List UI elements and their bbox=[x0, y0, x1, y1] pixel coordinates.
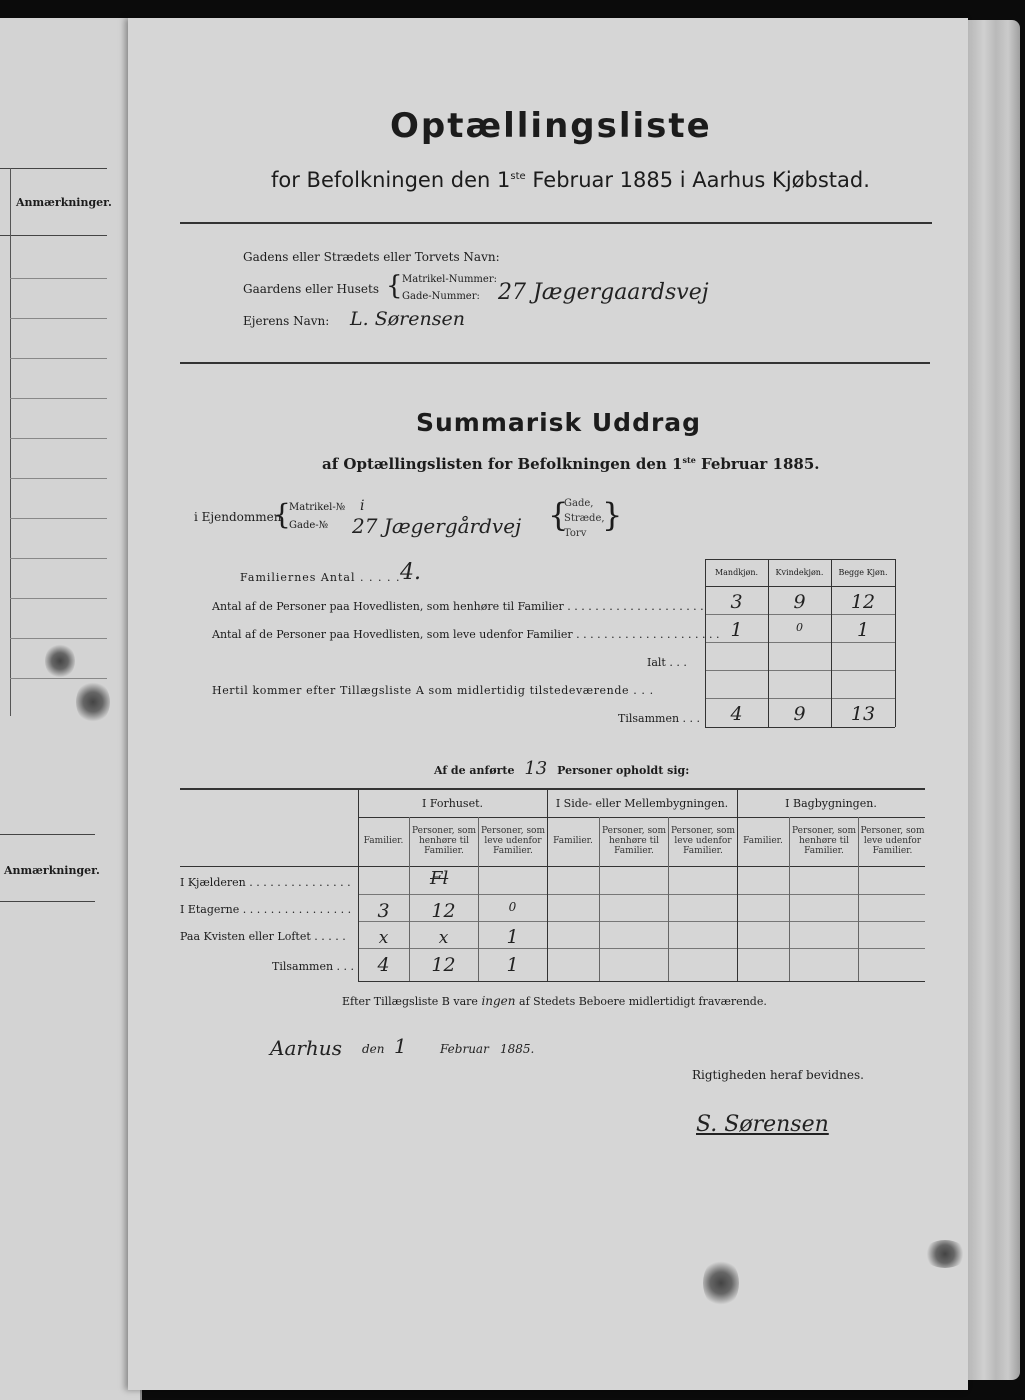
location-row-label: Paa Kvisten eller Loftet . . . . . bbox=[180, 930, 346, 943]
location-table bbox=[180, 788, 925, 983]
subcol-personer-udenfor: Personer, som leve udenfor Familier. bbox=[860, 826, 925, 856]
page-edges bbox=[960, 20, 1020, 1380]
owner-label: Ejerens Navn: bbox=[243, 314, 330, 328]
col-begge: Begge Kjøn. bbox=[838, 568, 888, 577]
summary-row-label: Tilsammen . . . bbox=[618, 712, 701, 725]
summary-table bbox=[705, 559, 895, 729]
subcol-familier: Familier. bbox=[363, 836, 404, 846]
divider bbox=[180, 222, 932, 224]
matrikel-number-label: Matrikel-Nummer: bbox=[402, 274, 497, 285]
subcol-familier: Familier. bbox=[553, 836, 593, 846]
main-page bbox=[128, 18, 968, 1390]
summary-row-label: Antal af de Personer paa Hovedlisten, som henhøre til Familier . . . . . . . . . . . . . . . . . . . . bbox=[212, 600, 704, 613]
subcol-personer-henhore: Personer, som henhøre til Familier. bbox=[601, 826, 667, 856]
summary-subtitle: af Optællingslisten for Befolkningen den 1ste Februar 1885. bbox=[322, 455, 820, 473]
location-cell: 4 bbox=[377, 954, 390, 976]
type-option-straede: Stræde, bbox=[564, 513, 605, 524]
summary-matrikel-label: Matrikel-№ bbox=[289, 502, 346, 513]
location-cell: 1 bbox=[506, 954, 519, 976]
location-cell: 1 bbox=[506, 926, 519, 948]
location-cell: x bbox=[438, 928, 449, 948]
gade-number-label: Gade-Nummer: bbox=[402, 291, 480, 302]
subcol-familier: Familier. bbox=[743, 836, 783, 846]
col-kvindekjon: Kvindekjøn. bbox=[775, 568, 824, 577]
type-option-gade: Gade, bbox=[564, 498, 594, 509]
location-row-label: Tilsammen . . . bbox=[272, 960, 355, 973]
property-label: i Ejendommen bbox=[194, 510, 282, 524]
date-year: 1885. bbox=[500, 1042, 535, 1056]
location-cell: 12 bbox=[431, 900, 456, 922]
location-cell: 3 bbox=[377, 900, 390, 922]
families-value: 4. bbox=[400, 560, 421, 585]
ink-smudge bbox=[703, 1258, 739, 1308]
summary-gade-label: Gade-№ bbox=[289, 520, 329, 531]
date-month: Februar bbox=[440, 1042, 489, 1056]
type-option-torv: Torv bbox=[564, 528, 587, 539]
date-den: den bbox=[362, 1042, 385, 1056]
page-subtitle: for Befolkningen den 1ste Februar 1885 i Aarhus Kjøbstad. bbox=[271, 168, 870, 192]
summary-title: Summarisk Uddrag bbox=[416, 408, 702, 437]
type-brace-left: { bbox=[548, 496, 569, 534]
summary-cell: 9 bbox=[793, 591, 806, 613]
group-forhuset: I Forhuset. bbox=[422, 797, 483, 810]
summary-row-label: Ialt . . . bbox=[647, 656, 687, 669]
owner-value: L. Sørensen bbox=[350, 308, 465, 330]
house-label: Gaardens eller Husets bbox=[243, 282, 379, 296]
date-place: Aarhus bbox=[270, 1036, 342, 1060]
location-cell: x bbox=[378, 928, 389, 948]
kjaelder-strike: Fl bbox=[430, 868, 449, 889]
subcol-personer-udenfor: Personer, som leve udenfor Familier. bbox=[480, 826, 546, 856]
ink-smudge bbox=[76, 680, 110, 724]
summary-cell: 13 bbox=[850, 703, 876, 725]
divider bbox=[180, 362, 930, 364]
ink-smudge bbox=[923, 1240, 967, 1268]
summary-cell: 1 bbox=[856, 619, 870, 641]
families-label: Familiernes Antal . . . . . bbox=[240, 571, 401, 584]
summary-cell: 4 bbox=[730, 703, 743, 725]
summary-cell: 9 bbox=[793, 703, 806, 725]
location-row-label: I Kjælderen . . . . . . . . . . . . . . . bbox=[180, 876, 351, 889]
ink-smudge bbox=[45, 643, 75, 679]
gade-number-value: 27 Jægergaardsvej bbox=[498, 280, 709, 305]
summary-matrikel-value: i bbox=[360, 498, 365, 514]
group-sidebygning: I Side- eller Mellembygningen. bbox=[555, 797, 729, 810]
subcol-personer-henhore: Personer, som henhøre til Familier. bbox=[411, 826, 477, 856]
signature: S. Sørensen bbox=[696, 1112, 829, 1137]
left-header-2: Anmærkninger. bbox=[4, 864, 100, 877]
location-heading: Af de anførte 13 Personer opholdt sig: bbox=[434, 758, 690, 779]
summary-row-label: Antal af de Personer paa Hovedlisten, som leve udenfor Familier . . . . . . . . . . . . . . . . . . . . . bbox=[212, 628, 720, 641]
location-cell: 0 bbox=[508, 900, 517, 914]
left-header-1: Anmærkninger. bbox=[16, 196, 112, 209]
location-cell: 12 bbox=[431, 954, 456, 976]
col-mandkjon: Mandkjøn. bbox=[714, 568, 759, 577]
summary-gade-value: 27 Jægergårdvej bbox=[352, 514, 522, 538]
subcol-personer-udenfor: Personer, som leve udenfor Familier. bbox=[670, 826, 736, 856]
subcol-personer-henhore: Personer, som henhøre til Familier. bbox=[791, 826, 857, 856]
street-label: Gadens eller Strædets eller Torvets Navn: bbox=[243, 250, 500, 264]
property-brace: { bbox=[273, 498, 291, 531]
type-brace-right: } bbox=[602, 496, 623, 534]
absent-line: Efter Tillægsliste B vare ingen af Stedets Beboere midlertidigt fraværende. bbox=[342, 994, 767, 1008]
date-day: 1 bbox=[394, 1034, 407, 1058]
summary-row-label: Hertil kommer efter Tillægsliste A som midlertidig tilstedeværende . . . bbox=[212, 684, 654, 697]
page-title: Optællingsliste bbox=[390, 106, 712, 146]
location-row-label: I Etagerne . . . . . . . . . . . . . . . . bbox=[180, 903, 352, 916]
summary-cell: 3 bbox=[730, 591, 743, 613]
house-brace: { bbox=[386, 271, 403, 301]
summary-cell: 1 bbox=[730, 619, 743, 641]
attest-text: Rigtigheden heraf bevidnes. bbox=[692, 1068, 864, 1082]
summary-cell: 0 bbox=[796, 621, 803, 634]
left-page bbox=[0, 18, 142, 1400]
group-bagbygning: I Bagbygningen. bbox=[785, 797, 877, 810]
summary-cell: 12 bbox=[850, 591, 876, 613]
